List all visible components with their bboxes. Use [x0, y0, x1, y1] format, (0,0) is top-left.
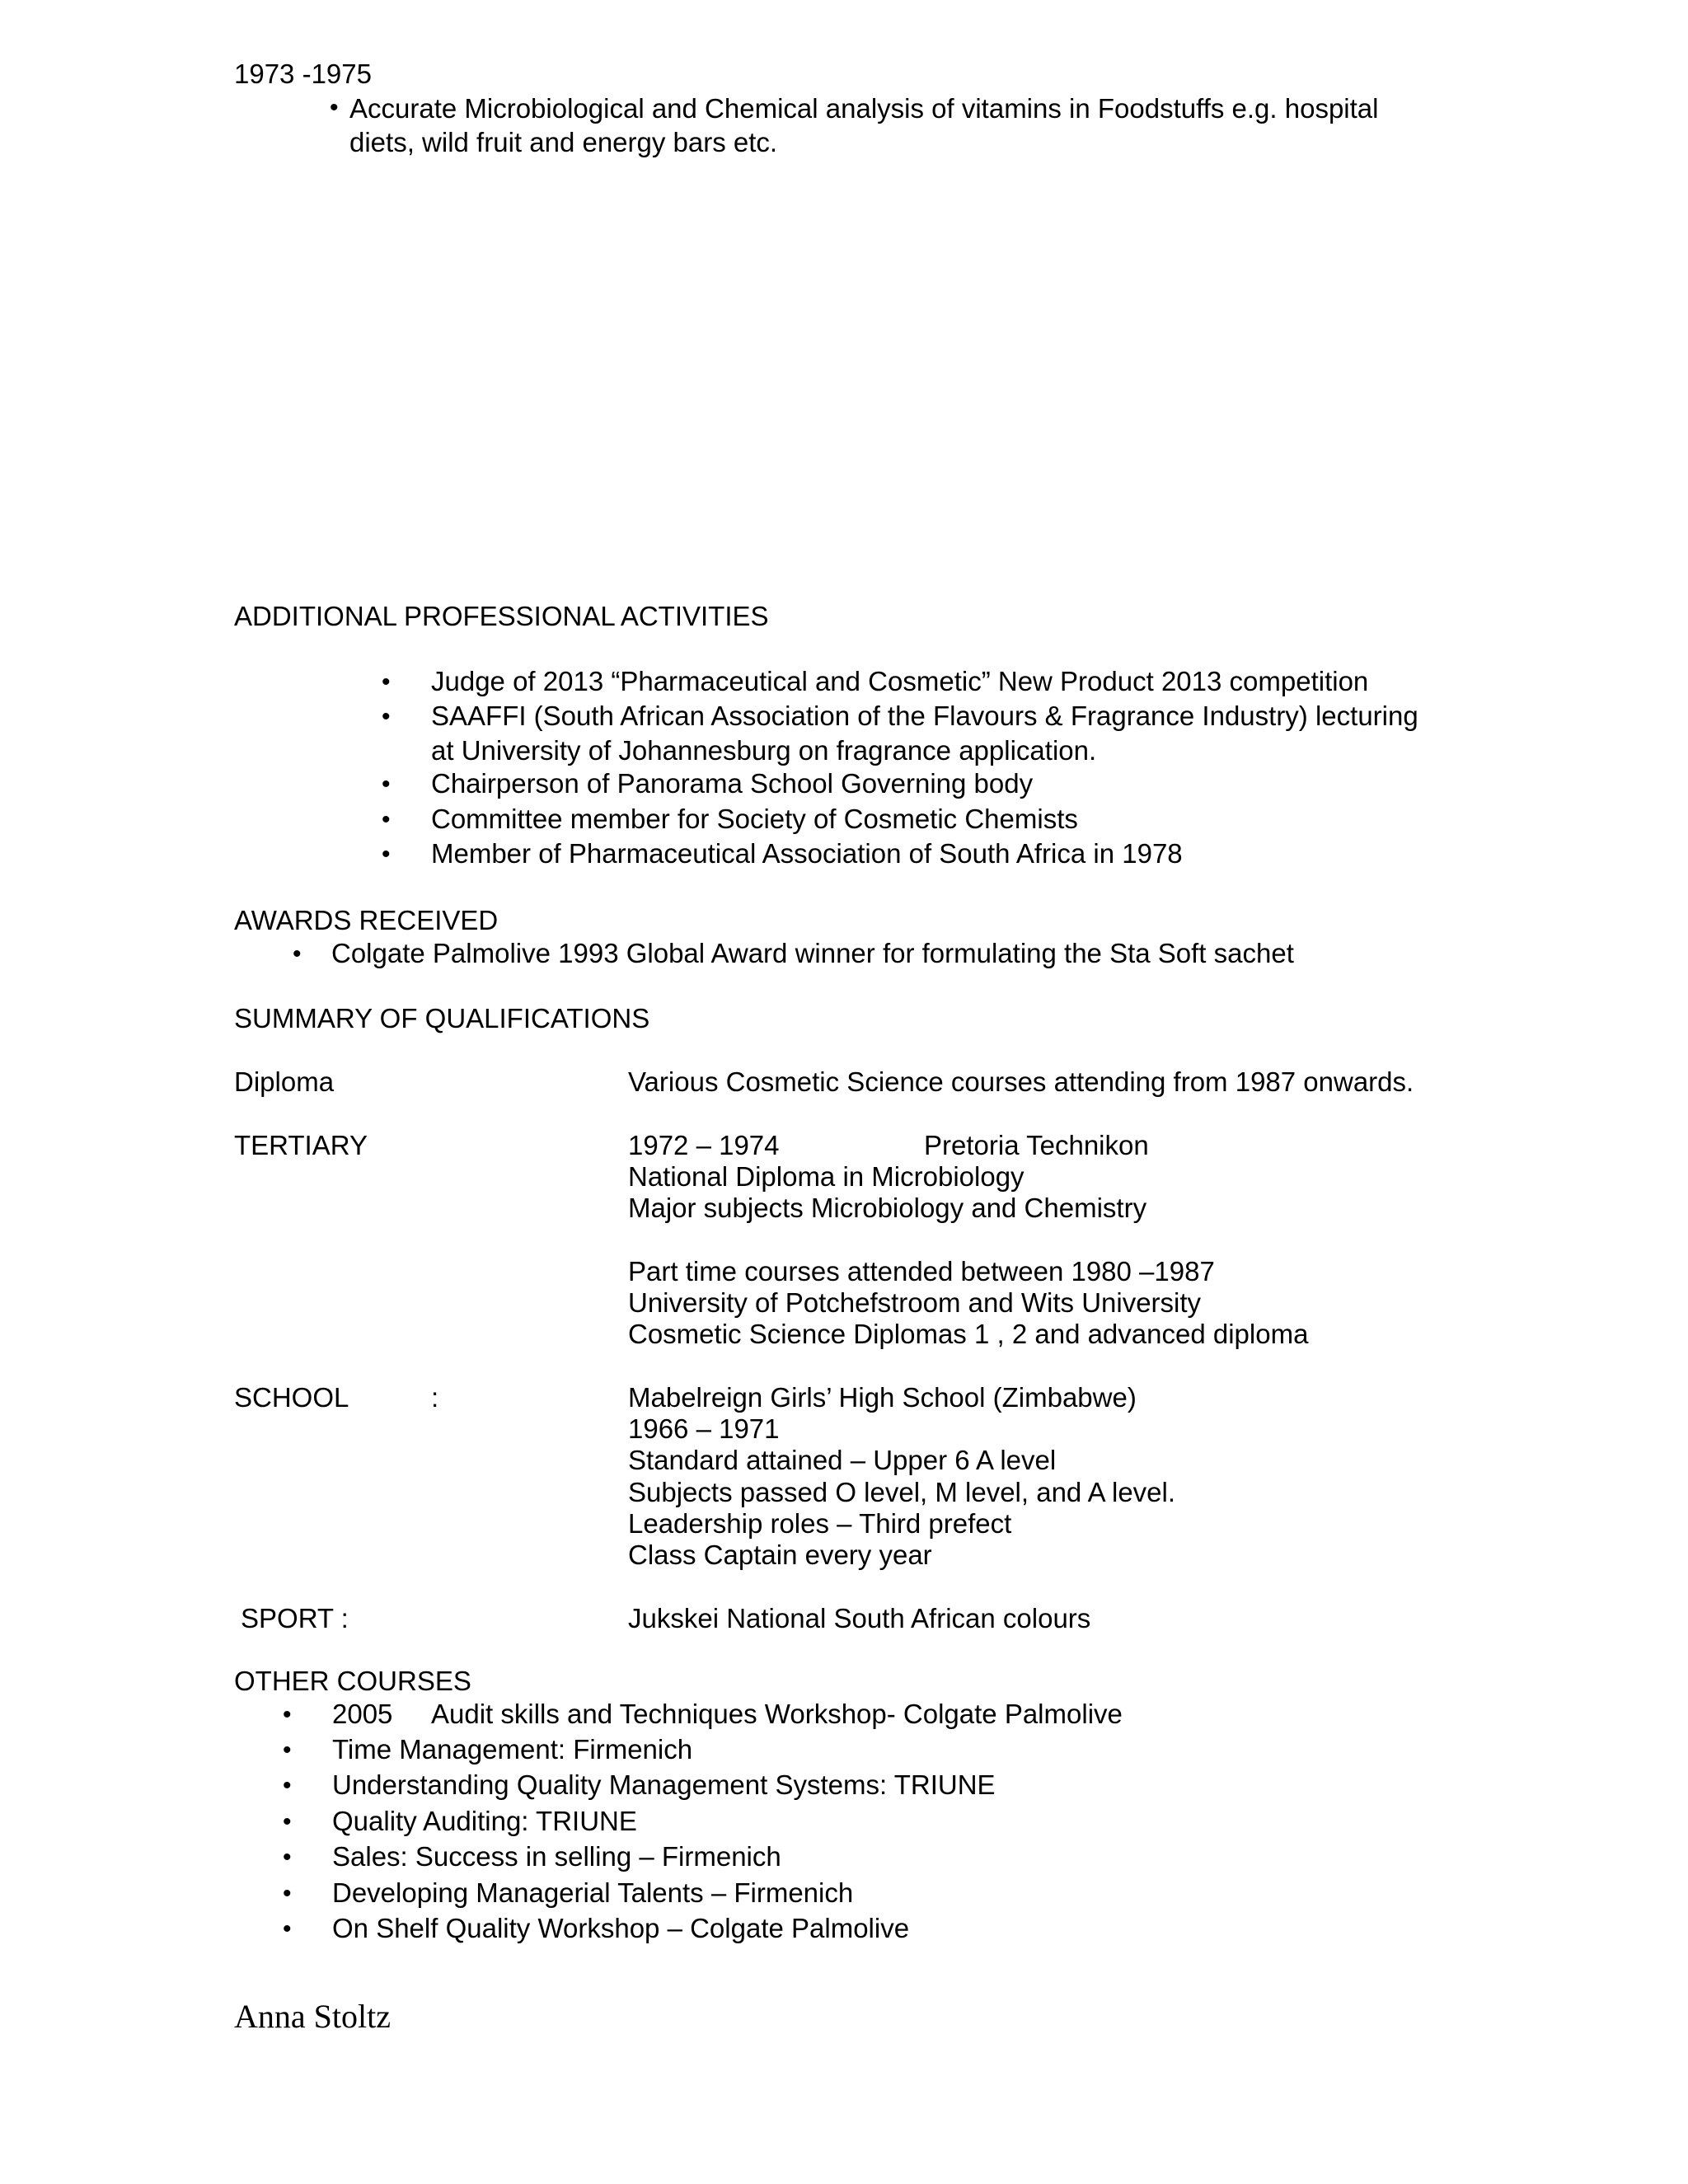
courses-item: Audit skills and Techniques Workshop- Colgate Palmolive: [431, 1699, 1123, 1729]
activities-item: SAAFFI (South African Association of the Flavours & Fragrance Industry) lecturing: [431, 701, 1418, 731]
tertiary-line: Cosmetic Science Diplomas 1 , 2 and advanced diploma: [628, 1319, 1309, 1349]
sport-value: Jukskei National South African colours: [628, 1603, 1091, 1633]
activities-item: Judge of 2013 “Pharmaceutical and Cosmetic” New Product 2013 competition: [431, 666, 1369, 696]
awards-heading: AWARDS RECEIVED: [234, 905, 499, 935]
activities-item: Member of Pharmaceutical Association of South Africa in 1978: [431, 838, 1183, 869]
school-colon: :: [431, 1382, 439, 1413]
diploma-value: Various Cosmetic Science courses attending from 1987 onwards.: [628, 1066, 1414, 1097]
awards-item: Colgate Palmolive 1993 Global Award winner for formulating the Sta Soft sachet: [331, 938, 1294, 968]
bullet-marker: •: [283, 1772, 292, 1799]
tertiary-label: TERTIARY: [234, 1130, 368, 1160]
experience-period: 1973 -1975: [234, 59, 372, 89]
tertiary-line: Part time courses attended between 1980 –1987: [628, 1256, 1215, 1286]
bullet-marker: •: [382, 668, 391, 696]
experience-bullet-line2: diets, wild fruit and energy bars etc.: [349, 127, 778, 157]
school-label: SCHOOL: [234, 1382, 349, 1413]
tertiary-years: 1972 – 1974: [628, 1130, 780, 1160]
school-line: Leadership roles – Third prefect: [628, 1508, 1012, 1539]
courses-item: Sales: Success in selling – Firmenich: [332, 1841, 781, 1872]
bullet-marker: •: [283, 1880, 292, 1907]
footer-name: Anna Stoltz: [234, 1998, 391, 2035]
diploma-label: Diploma: [234, 1066, 335, 1097]
school-line: Class Captain every year: [628, 1540, 932, 1570]
courses-item: Quality Auditing: TRIUNE: [332, 1806, 637, 1836]
tertiary-line: Major subjects Microbiology and Chemistry: [628, 1193, 1147, 1223]
courses-heading: OTHER COURSES: [234, 1666, 471, 1696]
activities-item: Chairperson of Panorama School Governing body: [431, 768, 1034, 799]
experience-bullet-line1: Accurate Microbiological and Chemical analysis of vitamins in Foodstuffs e.g. hospital: [349, 93, 1379, 124]
bullet-marker: •: [382, 771, 391, 798]
bullet-marker: •: [293, 940, 302, 968]
bullet-marker: •: [382, 806, 391, 833]
courses-item-year: 2005: [332, 1699, 393, 1729]
bullet-marker: •: [283, 1701, 292, 1728]
tertiary-line: National Diploma in Microbiology: [628, 1161, 1025, 1192]
school-line: Subjects passed O level, M level, and A level.: [628, 1477, 1176, 1507]
sport-label: SPORT :: [241, 1603, 349, 1633]
courses-item: Time Management: Firmenich: [332, 1734, 693, 1765]
qualifications-heading: SUMMARY OF QUALIFICATIONS: [234, 1003, 650, 1033]
activities-item-continuation: at University of Johannesburg on fragrance application.: [431, 735, 1097, 766]
school-line: Standard attained – Upper 6 A level: [628, 1445, 1057, 1475]
bullet-marker: •: [283, 1736, 292, 1764]
bullet-marker: •: [283, 1915, 292, 1943]
tertiary-institution: Pretoria Technikon: [924, 1130, 1149, 1160]
activities-heading: ADDITIONAL PROFESSIONAL ACTIVITIES: [234, 601, 769, 631]
school-line: 1966 – 1971: [628, 1413, 780, 1444]
bullet-marker: •: [382, 703, 391, 730]
school-line: Mabelreign Girls’ High School (Zimbabwe): [628, 1382, 1137, 1413]
bullet-marker: •: [330, 94, 339, 121]
courses-item: On Shelf Quality Workshop – Colgate Palmolive: [332, 1913, 910, 1943]
bullet-marker: •: [283, 1808, 292, 1835]
tertiary-line: University of Potchefstroom and Wits University: [628, 1287, 1202, 1318]
courses-item: Understanding Quality Management Systems: TRIUNE: [332, 1769, 996, 1800]
bullet-marker: •: [382, 841, 391, 868]
activities-item: Committee member for Society of Cosmetic Chemists: [431, 804, 1078, 834]
bullet-marker: •: [283, 1844, 292, 1871]
courses-item: Developing Managerial Talents – Firmenich: [332, 1877, 854, 1908]
